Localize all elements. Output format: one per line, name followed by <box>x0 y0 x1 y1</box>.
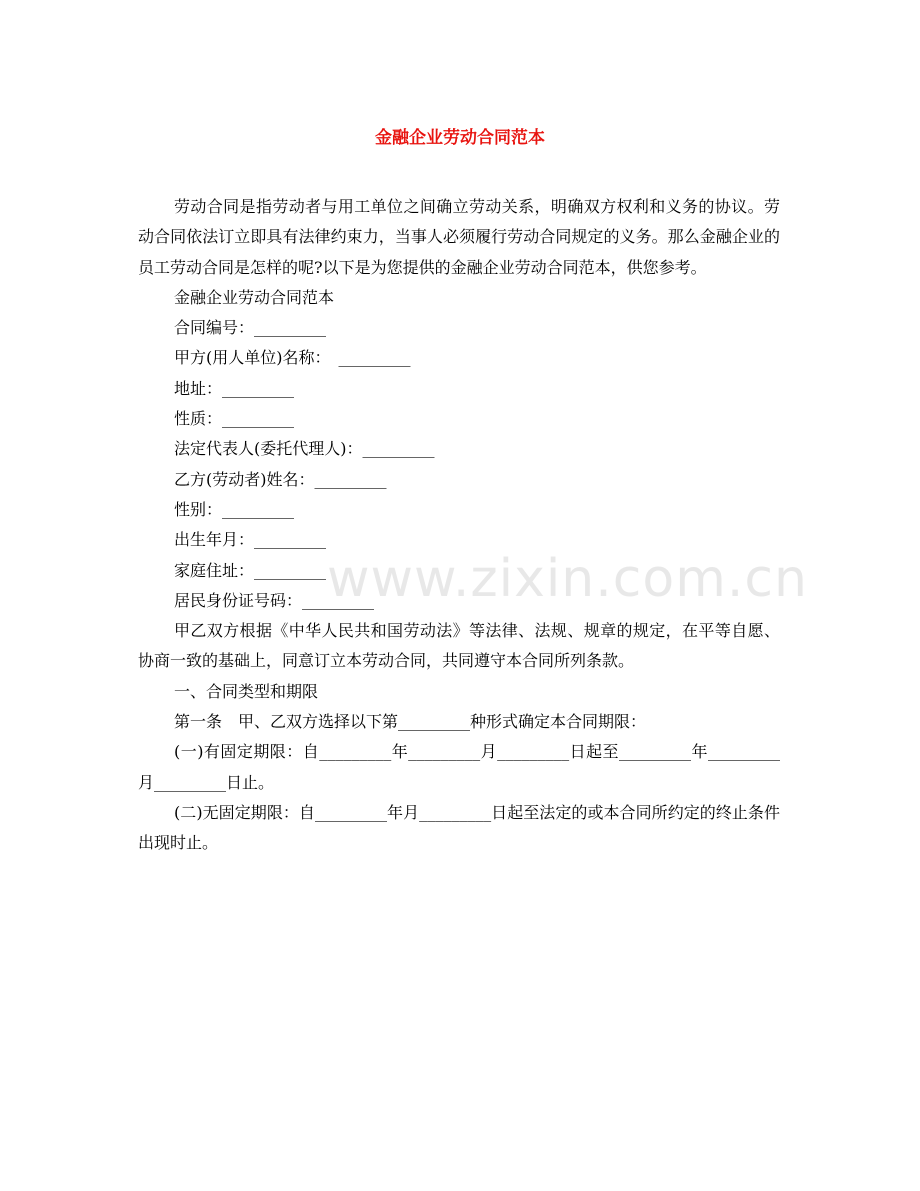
open-term-clause: (二)无固定期限：自_________年月_________日起至法定的或本合同所约定的终止条件出现时止。 <box>138 802 780 853</box>
watermark: www.zixin.com.cn <box>327 549 808 609</box>
document-title: 金融企业劳动合同范本 <box>375 128 545 148</box>
document-body <box>138 192 780 859</box>
field-id-number: 居民身份证号码：_________ <box>174 590 375 610</box>
fixed-term-clause: (一)有固定期限：自_________年_________月_________日起至_________年_________月_________日止。 <box>138 742 780 792</box>
article-one: 第一条 甲、乙双方选择以下第_________种形式确定本合同期限： <box>174 712 647 732</box>
field-employee-name: 乙方(劳动者)姓名：_________ <box>174 469 387 489</box>
field-nature: 性质：_________ <box>174 409 295 429</box>
section-heading: 一、合同类型和期限 <box>174 681 319 701</box>
field-legal-representative: 法定代表人(委托代理人)：_________ <box>174 439 435 459</box>
field-birth-date: 出生年月：_________ <box>174 530 327 550</box>
field-home-address: 家庭住址：_________ <box>174 560 327 580</box>
agreement-paragraph: 甲乙双方根据《中华人民共和国劳动法》等法律、法规、规章的规定，在平等自愿、协商一致的基础上，同意订立本劳动合同，共同遵守本合同所列条款。 <box>138 621 780 671</box>
intro-paragraph: 劳动合同是指劳动者与用工单位之间确立劳动关系，明确双方权利和义务的协议。劳动合同依法订立即具有法律约束力，当事人必须履行劳动合同规定的义务。那么金融企业的员工劳动合同是怎样的呢?以下是为您提供的金融企业劳动合同范本，供您参考。 <box>138 197 780 277</box>
field-employer-name: 甲方(用人单位)名称： _________ <box>174 348 411 368</box>
contract-heading: 金融企业劳动合同范本 <box>174 287 335 307</box>
field-address: 地址：_________ <box>174 378 295 398</box>
field-contract-number: 合同编号：_________ <box>174 318 327 338</box>
field-gender: 性别：_________ <box>174 499 295 519</box>
